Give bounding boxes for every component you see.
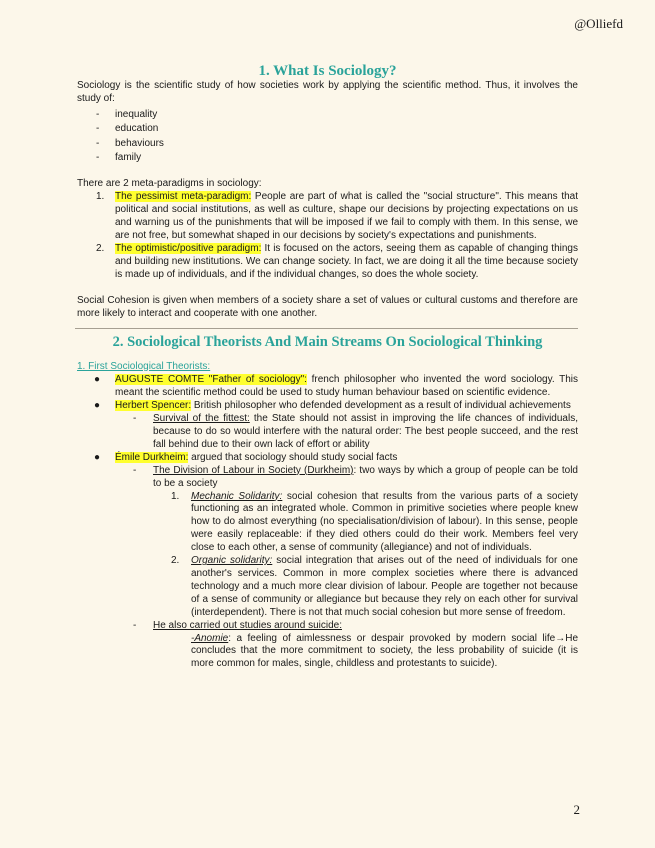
theorist-name: Herbert Spencer: — [115, 400, 192, 412]
theorist-comte: ● AUGUSTE COMTE "Father of sociology": french philosopher who invented the word sociology. This meant the scientific method could be used to study human behaviour based on scientific evidence. — [94, 374, 578, 399]
list-item: 2. The optimistic/positive paradigm: It is focused on the actors, seeing them as capable of changing things and building new institutions. We can change society. In fact, we are doing it all the time because society is made up of individuals, and if the individual changes, so does the whole society. — [96, 242, 578, 280]
list-item: 1. Mechanic Solidarity: social cohesion that results from the various parts of a society functioning as an integrated whole. Common in primitive societies where people knew how to do almost everything (no specialisation/division of labour). In this sense, people were easily replaceable: if they died others could do their work. Members feel very close to each other, a sense of community (allegiance) and not of individuals. — [171, 490, 579, 554]
list-item: 1. The pessimist meta-paradigm: People are part of what is called the "social structure". This means that political and social institutions, as well as culture, shape our decisions by projecting expectations on us and warning us of the punishments that will be imposed if we fail to comply with them. In this sense, we are not free, but somewhat shaped in our decisions by society's expectations and punishments. — [96, 191, 579, 242]
paradigm-term: The pessimist meta-paradigm: — [115, 191, 252, 203]
section-1-title: 1. What Is Sociology? — [258, 63, 397, 79]
list-item: - He also carried out studies around suicide: -Anomie: a feeling of aimlessness or despair provoked by modern social life→He concludes that the more commitment to society, the less probability of suicide (it is more common for males, single, childless and protestants to suicide). — [133, 619, 578, 670]
page-content — [77, 62, 578, 671]
section-2-title: 2. Sociological Theorists And Main Streams On Sociological Thinking — [112, 333, 543, 350]
sociology-definition: Sociology is the scientific study of how societies work by applying the scientific method. Thus, it involves the study of: — [77, 80, 578, 104]
paradigm-term: The optimistic/positive paradigm: — [115, 242, 262, 254]
section-divider — [75, 328, 578, 329]
theorist-spencer: ● Herbert Spencer: British philosopher who defended development as a result of individual achievements - Survival of the fittest: the State should not assist in improving the life chances of individuals, because to do so would interfere with the natural order: The best people succeed, and the rest fall behind due to their own lack of effort or ability — [94, 400, 578, 450]
list-item: - education — [96, 123, 159, 135]
theorists-list — [77, 374, 578, 671]
list-item: - inequality — [96, 108, 158, 120]
topics-list — [77, 108, 578, 166]
list-item: 2. Organic solidarity: social integration that arises out of the need of individuals for one another's services. Common in more complex societies where there is advanced technology and a much more clear division of labour. People are together not because of a sense of community or allegiance but because they rely on each other for survival (interdependent). There is not that much social cohesion but more sense of freedom. — [171, 555, 578, 618]
paradigms-list — [77, 191, 578, 281]
list-item: - Survival of the fittest: the State should not assist in improving the life chances of individuals, because to do so would interfere with the natural order: The best people succeed, and the rest fall behind due to their own lack of effort or ability — [133, 413, 578, 450]
subheading-first-theorists: 1. First Sociological Theorists: — [77, 360, 211, 372]
list-item: - behaviours — [96, 137, 164, 149]
paradigms-intro: There are 2 meta-paradigms in sociology: — [77, 178, 262, 190]
social-cohesion-definition: Social Cohesion is given when members of a society share a set of values or cultural customs and therefore are more likely to interact and cooperate with one another. — [77, 294, 578, 319]
list-item: - family — [96, 152, 142, 164]
list-item: - The Division of Labour in Society (Durkheim): two ways by which a group of people can be told to be a society 1. Mechanic Solidarity: social cohesion that results from the various parts of a society functioning as an integrated whole. Common in primitive societies where people knew how to do almost everything (no specialisation/division of labour). In this sense, people were easily replaceable: if they died others could do their work. Members feel very close to each other, a sense of community (allegiance) and not of individuals. 2. Organic solidarity: social integration that arises out of the need of individuals for one another's services. Common in more complex societies where there is advanced technology and a much more clear division of labour. People are together not because of a sense of community or allegiance but because they rely on each other for survival (interdependent). There is not that much social cohesion but more sense of freedom. — [133, 464, 579, 618]
page-number: 2 — [573, 802, 580, 817]
theorist-name: AUGUSTE COMTE "Father of sociology": — [115, 374, 307, 386]
author-handle: @Olliefd — [574, 16, 623, 31]
theorist-durkheim: ● Émile Durkheim: argued that sociology should study social facts - The Division of Labour in Society (Durkheim): two ways by which a group of people can be told to be a society 1. Mechanic Solidarity: social cohesion that results from the various parts of a society functioning as an integrated whole. Common in primitive societies where people knew how to do almost everything (no specialisation/division of labour). In this sense, people were easily replaceable: if they died others could do their work. Members feel very close to each other, a sense of community (allegiance) and not of individuals. 2. Organic solidarity: social integration that arises out of the need of individuals for one another's services. Common in more complex societies where there is advanced technology and a much more clear division of labour. People are together not because of a sense of community or allegiance but because they rely on each other for survival (interdependent). There is not that much social cohesion but more sense of freedom. - He also carried out studies around suicide: -Anomie: a feeling of aimlessness or despair provoked by modern social life→He concludes that the more commitment to society, the less probability of suicide (it is more common for males, single, childless and protestants to suicide). — [94, 451, 579, 670]
theorist-name: Émile Durkheim: — [115, 451, 189, 463]
